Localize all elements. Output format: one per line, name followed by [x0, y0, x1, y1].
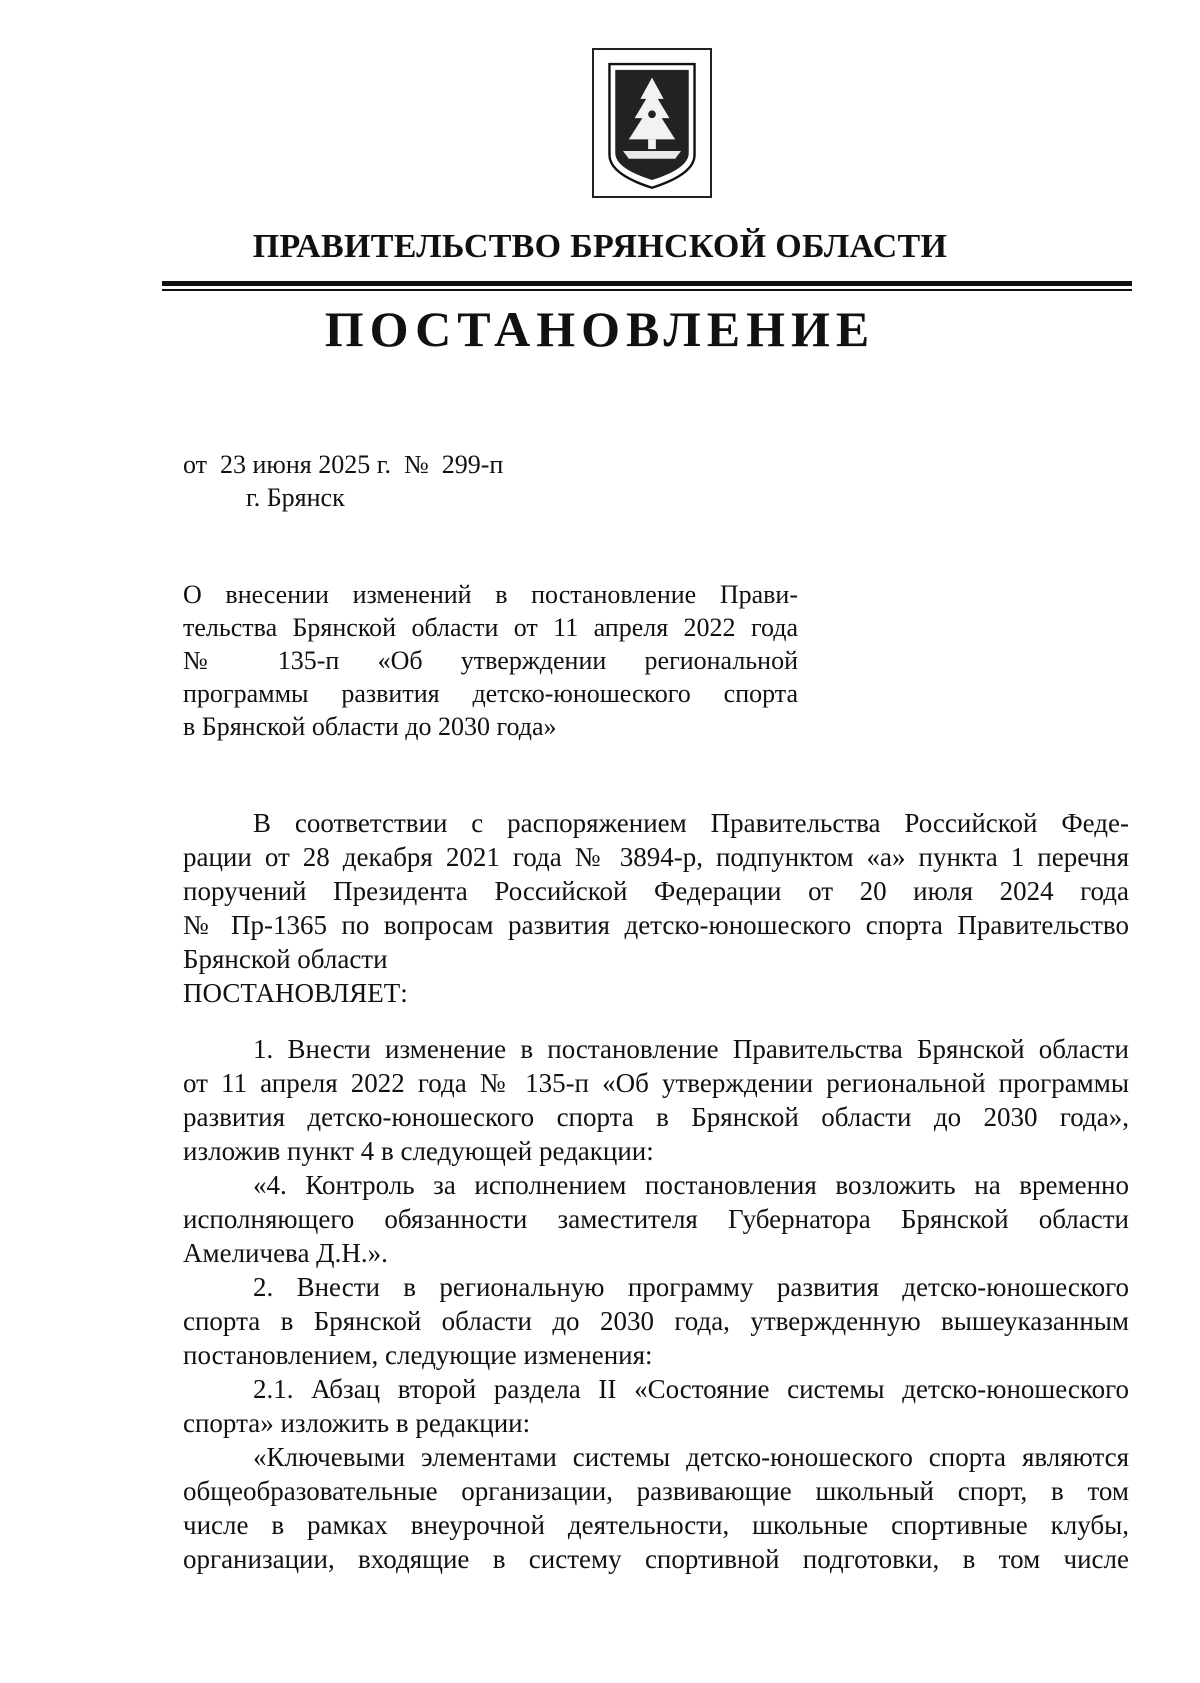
- preamble-line: В соответствии с распоряжением Правительства Российской Феде-: [253, 808, 1129, 838]
- preamble-line: поручений Президента Российской Федерации от 20 июля 2024 года: [183, 876, 1129, 906]
- document-subject: [183, 578, 798, 743]
- body-line: развития детско-юношеского спорта в Брянской области до 2030 года»,: [183, 1102, 1129, 1132]
- body-line: «Ключевыми элементами системы детско-юношеского спорта являются: [253, 1442, 1129, 1472]
- coat-of-arms-icon: [594, 50, 710, 196]
- body-line: 1. Внести изменение в постановление Правительства Брянской области: [253, 1034, 1129, 1064]
- resolves-keyword: ПОСТАНОВЛЯЕТ:: [183, 978, 408, 1008]
- document-type-title: ПОСТАНОВЛЕНИЕ: [324, 301, 876, 357]
- body-line: Амеличева Д.Н.».: [183, 1238, 388, 1268]
- subject-line: О внесении изменений в постановление Прави-: [183, 580, 798, 609]
- header-rule-thick: [162, 281, 1132, 286]
- authority-title: ПРАВИТЕЛЬСТВО БРЯНСКОЙ ОБЛАСТИ: [252, 228, 948, 265]
- preamble: [183, 806, 1129, 1010]
- body-line: исполняющего обязанности заместителя Губернатора Брянской области: [183, 1204, 1129, 1234]
- body-line: спорта» изложить в редакции:: [183, 1408, 531, 1438]
- preamble-line: Брянской области: [183, 944, 388, 974]
- subject-line: тельства Брянской области от 11 апреля 2022 года: [183, 613, 798, 642]
- subject-line: программы развития детско-юношеского спорта: [183, 679, 798, 708]
- preamble-line: № Пр-1365 по вопросам развития детско-юношеского спорта Правительство: [183, 910, 1129, 940]
- body-line: 2. Внести в региональную программу развития детско-юношеского: [253, 1272, 1129, 1302]
- body-line: организации, входящие в систему спортивной подготовки, в том числе: [183, 1544, 1129, 1574]
- body-line: изложив пункт 4 в следующей редакции:: [183, 1136, 654, 1166]
- body-line: «4. Контроль за исполнением постановления возложить на временно: [253, 1170, 1129, 1200]
- resolution-body: [183, 1032, 1129, 1576]
- coat-of-arms-emblem: [592, 48, 712, 198]
- body-line: 2.1. Абзац второй раздела II «Состояние системы детско-юношеского: [253, 1374, 1129, 1404]
- body-line: от 11 апреля 2022 года № 135-п «Об утверждении региональной программы: [183, 1068, 1129, 1098]
- body-line: спорта в Брянской области до 2030 года, утвержденную вышеуказанным: [183, 1306, 1129, 1336]
- body-line: общеобразовательные организации, развивающие школьный спорт, в том: [183, 1476, 1129, 1506]
- body-line: числе в рамках внеурочной деятельности, школьные спортивные клубы,: [183, 1510, 1129, 1540]
- date-number-line: от 23 июня 2025 г. № 299-п: [183, 450, 504, 479]
- body-line: постановлением, следующие изменения:: [183, 1340, 653, 1370]
- preamble-line: рации от 28 декабря 2021 года № 3894-р, подпунктом «а» пункта 1 перечня: [183, 842, 1129, 872]
- subject-line: № 135-п «Об утверждении региональной: [183, 646, 798, 675]
- subject-line: в Брянской области до 2030 года»: [183, 712, 557, 741]
- city-line: г. Брянск: [246, 483, 345, 512]
- header-rule-thin: [162, 289, 1132, 291]
